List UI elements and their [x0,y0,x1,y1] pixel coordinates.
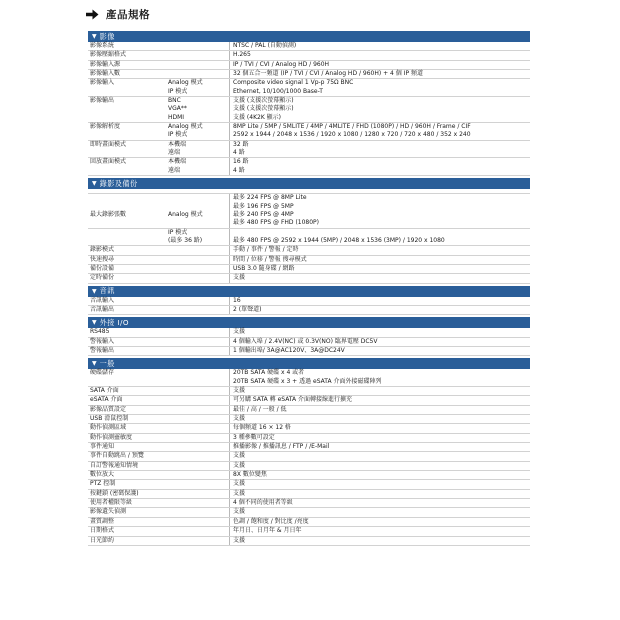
spec-value [229,434,530,442]
spec-row [88,97,530,123]
spec-label: 影像輸入 [90,79,115,87]
spec-row [88,499,530,508]
spec-label: 備份設備 [90,264,115,272]
spec-sublabel [168,480,229,488]
spec-value-line: Composite video signal 1 Vp-p 75Ω BNC [233,79,354,87]
spec-row [88,229,530,247]
spec-label: 錄影模式 [90,246,115,254]
spec-value [229,508,530,516]
spec-label: 影像輸入源 [90,60,121,68]
spec-value-line: 8X 數位變焦 [233,471,267,479]
spec-value-line: 推播影像 / 推播訊息 / FTP / /E-Mail [233,443,330,451]
spec-row [88,508,530,517]
spec-row [88,61,530,70]
spec-value [229,265,530,273]
spec-value-line: 支援 [233,508,246,516]
spec-row [88,123,530,141]
spec-value-line: 支援 (4K2K 顯示) [233,113,282,121]
spec-label: 警報輸出 [90,346,115,354]
spec-label: USB 滑鼠控制 [90,415,129,423]
spec-value-line: 支援 (支援次螢幕顯示) [233,97,294,105]
spec-value [229,70,530,78]
spec-value [229,518,530,526]
spec-row [88,387,530,396]
spec-row [88,424,530,433]
section-title: 音訊 [99,286,115,296]
spec-value [229,424,530,432]
spec-value-line: 32 路 [233,140,249,148]
spec-value [229,537,530,545]
spec-sublabel [168,415,229,423]
section-header [88,317,530,328]
spec-value [229,347,530,355]
spec-value [229,158,530,175]
spec-value [229,42,530,50]
section-title: 影像 [99,31,115,41]
spec-value [229,490,530,498]
spec-row [88,141,530,159]
section-header [88,178,530,189]
spec-row [88,158,530,176]
spec-value-line: 支援 [233,452,246,460]
section-title: 錄影及備份 [99,178,138,188]
spec-row [88,194,530,228]
spec-value-line: 2 (單聲道) [233,305,262,313]
spec-sublabel [168,265,229,273]
triangle-down-icon: ▼ [92,319,97,327]
spec-row [88,527,530,536]
spec-label: 回放畫面模式 [90,158,127,166]
section-header [88,286,530,297]
spec-label: 動作偵測區域 [90,424,127,432]
spec-label: 日期格式 [90,527,115,535]
spec-value [229,443,530,451]
spec-sublabel [168,347,229,355]
spec-section [88,317,530,356]
spec-value-line: 色調 / 飽和度 / 對比度 /亮度 [233,517,309,525]
spec-sublabel [168,471,229,479]
spec-value [229,141,530,158]
spec-value-line: 支援 [233,461,246,469]
spec-row [88,443,530,452]
spec-sublabel [168,443,229,451]
spec-value-line: 每個頻道 16 × 12 格 [233,424,291,432]
spec-label: 硬碟儲存 [90,369,115,377]
spec-sublabel [168,328,229,336]
spec-value [229,527,530,535]
spec-value-line: H.265 [233,51,251,59]
spec-value-line: 20TB SATA 硬碟 x 4 或者 [233,369,305,377]
spec-label [88,229,168,246]
spec-value-line: 32 個五合一頻道 (IP / TVI / CVI / Analog HD / 960H) + 4 個 IP 頻道 [233,70,423,78]
spec-value-line: 4 個不同的使用者等級 [233,499,293,507]
spec-row [88,369,530,387]
spec-label: 最大錄影張數 [90,210,127,218]
spec-sublabel [168,537,229,545]
spec-value [229,229,530,246]
spec-value-line [233,229,530,237]
spec-value-line: 最多 480 FPS @ 2592 x 1944 (5MP) / 2048 x 1536 (3MP) / 1920 x 1080 [233,236,445,244]
spec-sublabel: 本機端 遠端 [168,158,187,174]
spec-label: 影像輸出 [90,97,115,105]
spec-value [229,79,530,96]
spec-value-line: 20TB SATA 硬碟 x 3 + 透過 eSATA 介面外接磁碟陣列 [233,377,382,385]
spec-row [88,70,530,79]
spec-row [88,274,530,283]
spec-value [229,462,530,470]
spec-label: 定時備份 [90,274,115,282]
spec-label: 自訂警報通知情境 [90,461,139,469]
spec-label: SATA 介面 [90,387,119,394]
spec-table [88,29,530,546]
spec-row [88,462,530,471]
spec-label: 使用者權限等級 [90,499,133,507]
spec-row [88,246,530,255]
spec-value-line: USB 3.0 隨身碟 / 網路 [233,264,295,272]
spec-sublabel: BNC VGA** HDMI [168,97,187,121]
spec-label: 影像壓縮格式 [90,51,127,59]
spec-sublabel [168,246,229,254]
spec-label: 音訊輸入 [90,296,115,304]
spec-value [229,274,530,282]
spec-label: 影像系統 [90,42,115,49]
spec-sublabel [168,499,229,507]
spec-value [229,328,530,336]
spec-label: 警報輸入 [90,337,115,345]
spec-sublabel [168,518,229,526]
spec-label: 按鍵鎖 (密碼保護) [90,489,139,497]
spec-value [229,61,530,69]
spec-sublabel [168,406,229,414]
spec-value [229,123,530,140]
spec-row [88,406,530,415]
spec-row [88,256,530,265]
spec-sublabel [168,338,229,346]
spec-row [88,51,530,60]
spec-sublabel: Analog 模式 IP 模式 [168,79,203,95]
spec-row [88,518,530,527]
section-header [88,31,530,42]
spec-value [229,480,530,488]
spec-value-line: 最佳 / 高 / 一般 / 低 [233,405,287,413]
triangle-down-icon: ▼ [92,360,97,368]
spec-value [229,415,530,423]
spec-label: 影像品質設定 [90,405,127,413]
spec-label: 影像輸入數 [90,70,121,78]
triangle-down-icon: ▼ [92,180,97,188]
section-title: 一般 [99,358,115,368]
spec-row [88,480,530,489]
spec-value-line: 16 [233,296,241,304]
spec-row [88,328,530,337]
spec-section [88,31,530,176]
spec-value-line: 8MP Lite / 5MP / 5MLITE / 4MP / 4MLITE / FHD (1080P) / HD / 960H / Frame / CIF [233,123,471,131]
spec-value-line: 最多 196 FPS @ 5MP [233,202,294,210]
spec-value [229,97,530,122]
spec-row [88,42,530,51]
spec-row [88,415,530,424]
spec-sublabel [168,396,229,404]
spec-value-line: 4 路 [233,149,245,157]
spec-value-line: 可另購 SATA 轉 eSATA 介面轉接線進行擴充 [233,396,353,404]
spec-value-line: 4 路 [233,166,245,174]
spec-sublabel [168,452,229,460]
spec-value [229,406,530,414]
spec-row [88,396,530,405]
triangle-down-icon: ▼ [92,287,97,295]
spec-row [88,471,530,480]
spec-row [88,306,530,315]
spec-sublabel [168,274,229,282]
spec-value [229,194,530,227]
spec-value [229,499,530,507]
spec-sublabel [168,424,229,432]
spec-section [88,358,530,546]
spec-value-line: 支援 [233,536,246,544]
spec-label: 事件自動跳出 / 預覽 [90,452,144,460]
spec-value-line: 最多 224 FPS @ 8MP Lite [233,194,307,202]
spec-value [229,297,530,305]
spec-label: 數位放大 [90,471,115,479]
section-title: 外接 I/O [99,317,129,327]
spec-label: 快速搜尋 [90,255,115,263]
spec-value [229,471,530,479]
spec-sublabel [168,434,229,442]
spec-label: 音訊輸出 [90,305,115,313]
spec-label: PTZ 控制 [90,480,116,488]
spec-value-line: 支援 (支援次螢幕顯示) [233,105,294,113]
spec-value-line: 1 個輸出埠/ 3A@AC120V、3A@DC24V [233,346,345,354]
spec-value-line: 支援 [233,415,246,423]
spec-row [88,490,530,499]
spec-label: 影像解析度 [90,123,121,131]
spec-value-line: NTSC / PAL (自動偵測) [233,42,297,49]
spec-row [88,79,530,97]
spec-value [229,256,530,264]
spec-sublabel [168,490,229,498]
spec-sublabel: Analog 模式 IP 模式 [168,123,203,139]
spec-value-line: 支援 [233,328,246,336]
spec-value-line: 2592 x 1944 / 2048 x 1536 / 1920 x 1080 / 1280 x 720 / 720 x 480 / 352 x 240 [233,131,471,139]
spec-label: 畫質調整 [90,517,115,525]
spec-sublabel [168,306,229,314]
spec-value-line: 3 種參數可設定 [233,433,275,441]
spec-label: 動作偵測靈敏度 [90,433,133,441]
spec-value-line: Ethernet, 10/100/1000 Base-T [233,87,323,95]
spec-value [229,306,530,314]
spec-value-line: 時間 / 位移 / 警報 搜尋模式 [233,255,307,263]
spec-sublabel: Analog 模式 [168,210,203,218]
spec-label: RS485 [90,328,110,336]
section-header [88,358,530,369]
spec-value [229,452,530,460]
spec-value-line: 最多 240 FPS @ 4MP [233,210,294,218]
page-heading [86,7,150,21]
spec-label: 事件通知 [90,443,115,451]
spec-value-line: 16 路 [233,158,249,166]
arrow-right-icon [86,9,99,20]
spec-value-line: 支援 [233,489,246,497]
spec-section [88,178,530,283]
spec-value [229,387,530,395]
spec-value-line: 支援 [233,274,246,282]
spec-sublabel [168,369,229,386]
spec-sublabel [168,42,229,50]
spec-row [88,347,530,356]
spec-value [229,51,530,59]
spec-value [229,369,530,386]
spec-sublabel [168,387,229,395]
spec-sublabel [168,256,229,264]
page-title: 產品規格 [106,8,150,21]
spec-value-line: 手動 / 事件 / 警報 / 定時 [233,246,299,254]
spec-value-line: 最多 480 FPS @ FHD (1080P) [233,219,320,227]
spec-value-line: 4 個輸入埠 / 2.4V(NC) 或 0.3V(NO) 臨界電壓 DC5V [233,337,378,345]
triangle-down-icon: ▼ [92,33,97,40]
spec-row [88,537,530,546]
spec-row [88,338,530,347]
spec-value-line: 支援 [233,480,246,488]
spec-sublabel: 本機端 遠端 [168,140,187,157]
spec-value [229,246,530,254]
spec-row [88,297,530,306]
spec-sublabel [168,70,229,78]
spec-label: 日光節約 [90,536,115,544]
spec-value-line: 年月日、日月年 & 月日年 [233,527,302,535]
spec-sublabel [168,61,229,69]
spec-value-line: IP / TVI / CVI / Analog HD / 960H [233,60,330,68]
spec-sublabel [168,51,229,59]
spec-sublabel [168,462,229,470]
spec-row [88,452,530,461]
spec-value-line: 支援 [233,387,246,394]
spec-sublabel: IP 模式 (最多 36 路) [168,228,203,244]
spec-value [229,396,530,404]
spec-sublabel [168,508,229,516]
spec-section [88,286,530,316]
spec-label: eSATA 介面 [90,396,123,404]
spec-value [229,338,530,346]
spec-label: 影像遺失偵測 [90,508,127,516]
spec-row [88,434,530,443]
spec-sublabel [168,527,229,535]
spec-row [88,265,530,274]
spec-label: 即時畫面模式 [90,140,127,148]
spec-sublabel [168,297,229,305]
